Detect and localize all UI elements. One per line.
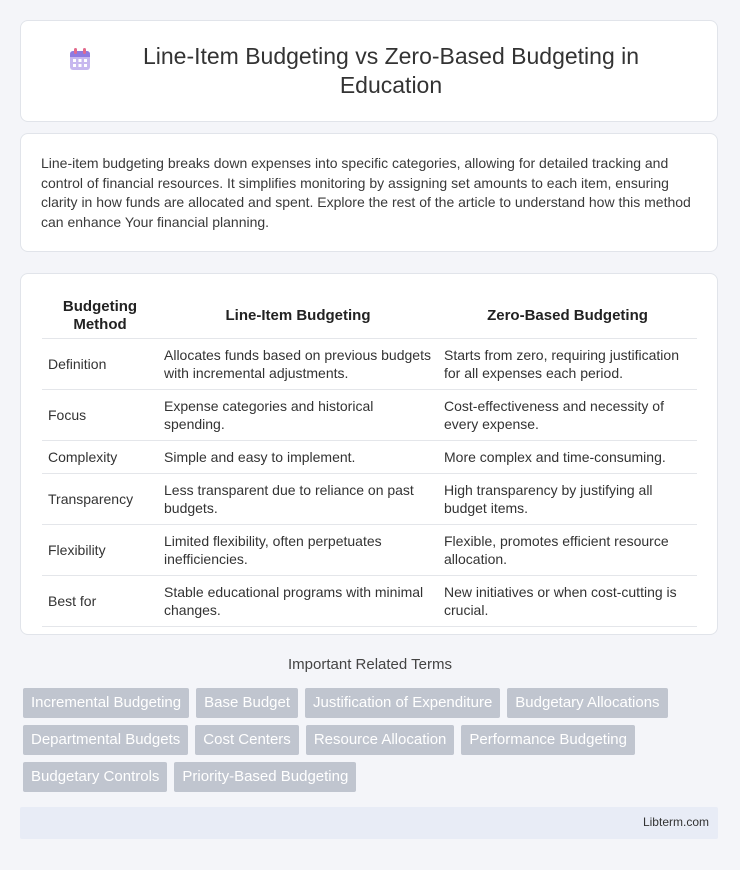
row-label: Complexity bbox=[42, 441, 158, 474]
term-tag[interactable]: Incremental Budgeting bbox=[23, 688, 189, 718]
table-cell: Stable educational programs with minimal changes. bbox=[158, 576, 438, 627]
table-header: Budgeting Method bbox=[42, 294, 158, 339]
table-cell: Simple and easy to implement. bbox=[158, 441, 438, 474]
table-cell: New initiatives or when cost-cutting is crucial. bbox=[438, 576, 697, 627]
table-cell: Limited flexibility, often perpetuates inefficiencies. bbox=[158, 525, 438, 576]
term-tag[interactable]: Performance Budgeting bbox=[461, 725, 635, 755]
term-tag[interactable]: Justification of Expenditure bbox=[305, 688, 500, 718]
title-wrap bbox=[69, 42, 669, 100]
row-label: Best for bbox=[42, 576, 158, 627]
calendar-icon bbox=[69, 47, 91, 71]
table-cell: Flexible, promotes efficient resource allocation. bbox=[438, 525, 697, 576]
intro-card bbox=[20, 133, 718, 252]
table-header: Line-Item Budgeting bbox=[158, 294, 438, 339]
table-header: Zero-Based Budgeting bbox=[438, 294, 697, 339]
comparison-table-card bbox=[20, 273, 718, 635]
related-terms-list bbox=[23, 688, 723, 792]
term-tag[interactable]: Budgetary Allocations bbox=[507, 688, 667, 718]
footer-site-link[interactable]: Libterm.com bbox=[642, 815, 709, 829]
comparison-table bbox=[42, 294, 697, 627]
term-tag[interactable]: Resource Allocation bbox=[306, 725, 455, 755]
table-cell: Starts from zero, requiring justification for all expenses each period. bbox=[438, 339, 697, 390]
term-tag[interactable]: Priority-Based Budgeting bbox=[174, 762, 356, 792]
table-cell: Expense categories and historical spending. bbox=[158, 390, 438, 441]
page-title: Line-Item Budgeting vs Zero-Based Budgeting in Education bbox=[142, 43, 640, 98]
table-row bbox=[42, 576, 697, 627]
table-row bbox=[42, 441, 697, 474]
row-label: Transparency bbox=[42, 474, 158, 525]
related-terms-heading: Important Related Terms bbox=[288, 656, 452, 673]
term-tag[interactable]: Base Budget bbox=[196, 688, 298, 718]
table-row bbox=[42, 525, 697, 576]
table-row bbox=[42, 474, 697, 525]
table-row bbox=[42, 390, 697, 441]
table-cell: Less transparent due to reliance on past budgets. bbox=[158, 474, 438, 525]
title-card bbox=[20, 20, 718, 122]
table-cell: Cost-effectiveness and necessity of every expense. bbox=[438, 390, 697, 441]
table-cell: High transparency by justifying all budget items. bbox=[438, 474, 697, 525]
term-tag[interactable]: Budgetary Controls bbox=[23, 762, 167, 792]
term-tag[interactable]: Cost Centers bbox=[195, 725, 299, 755]
row-label: Definition bbox=[42, 339, 158, 390]
table-row bbox=[42, 339, 697, 390]
table-cell: Allocates funds based on previous budgets with incremental adjustments. bbox=[158, 339, 438, 390]
footer bbox=[20, 807, 718, 839]
term-tag[interactable]: Departmental Budgets bbox=[23, 725, 188, 755]
table-header-row bbox=[42, 294, 697, 339]
row-label: Flexibility bbox=[42, 525, 158, 576]
table-cell: More complex and time-consuming. bbox=[438, 441, 697, 474]
row-label: Focus bbox=[42, 390, 158, 441]
intro-text: Line-item budgeting breaks down expenses into specific categories, allowing for detailed tracking and control of financial resources. It simplifies monitoring by assigning set amounts to each item, ensuring clarity in how funds are allocated and spent. Explore the rest of the article to understand how this method can enhance Your financial planning. bbox=[41, 155, 691, 230]
